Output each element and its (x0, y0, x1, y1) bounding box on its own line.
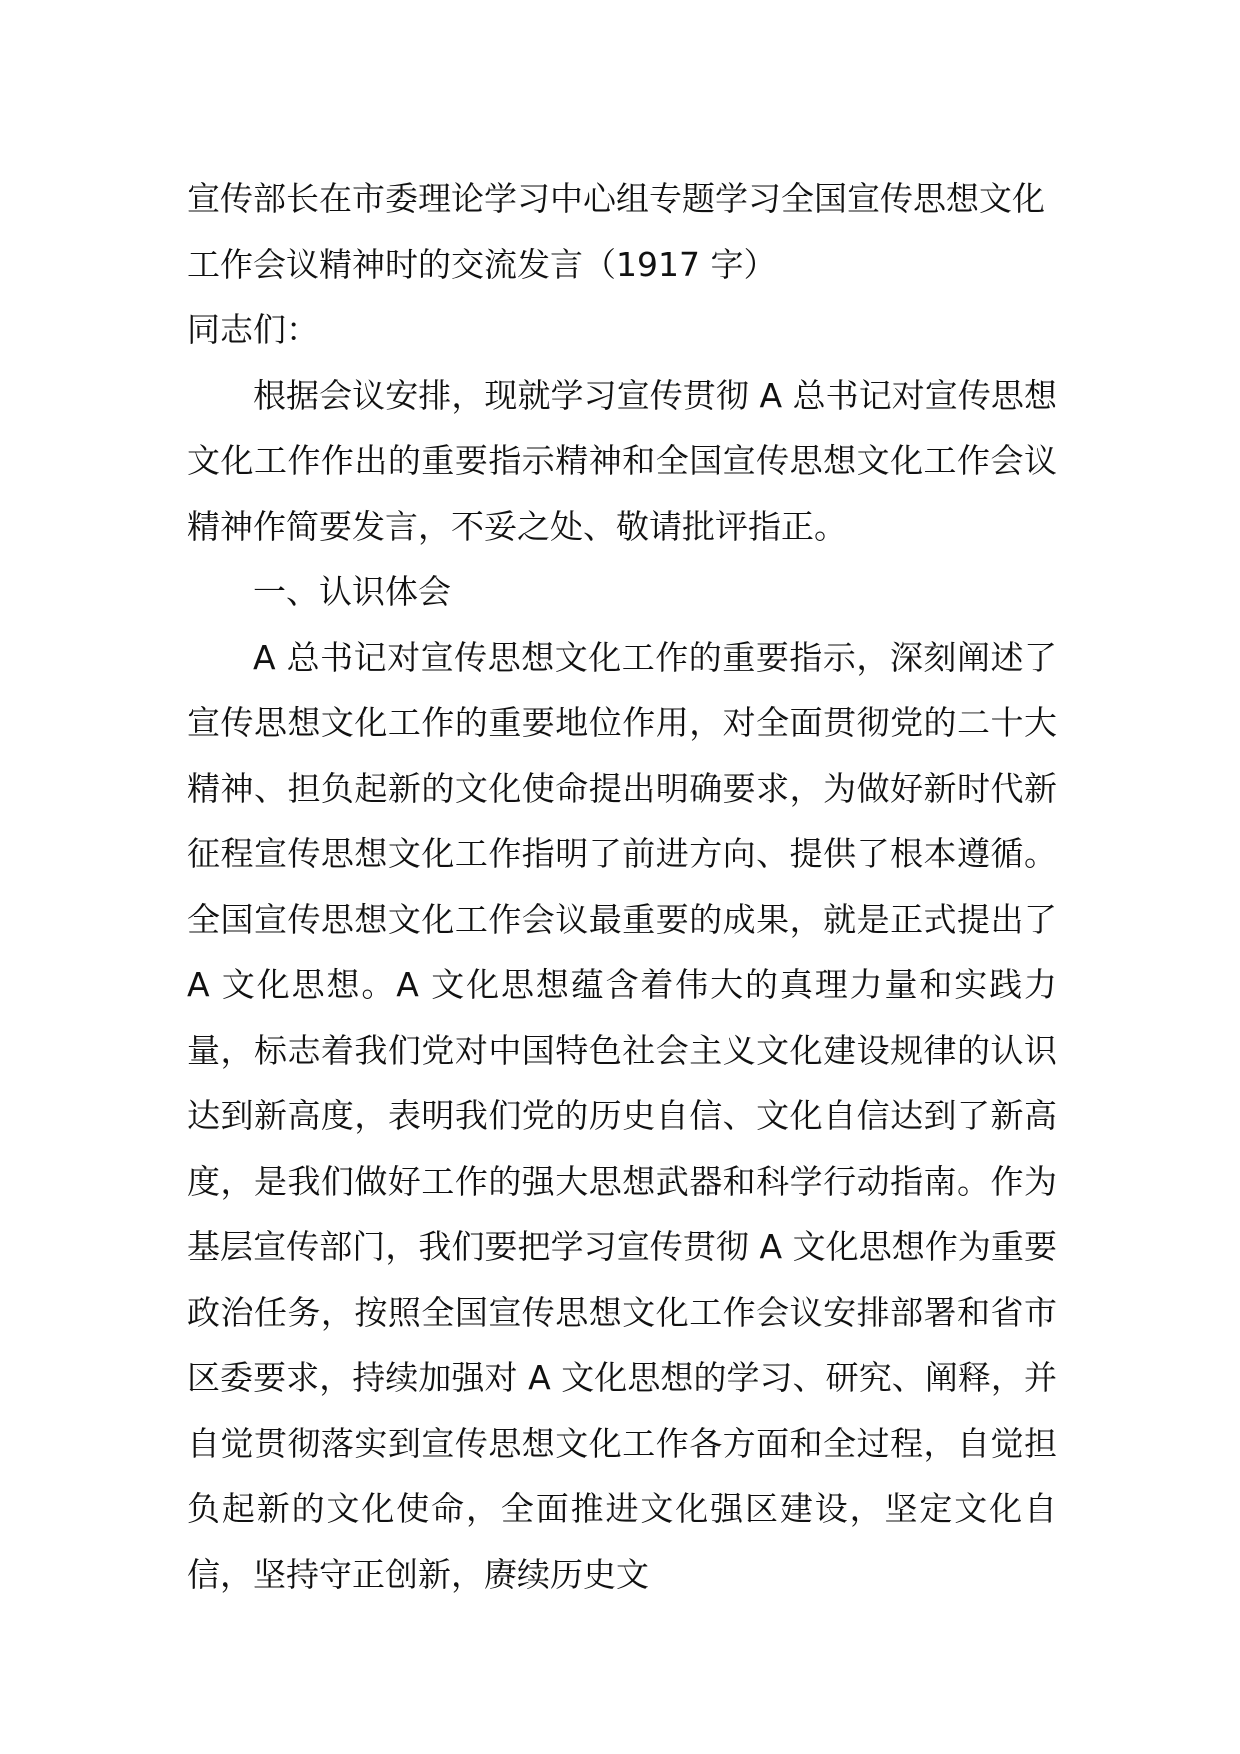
salutation: 同志们： (187, 310, 319, 349)
document-title: 宣传部长在市委理论学习中心组专题学习全国宣传思想文化工作会议精神时的交流发言（1917 字） (187, 179, 1045, 284)
section-heading: 一、认识体会 (253, 572, 451, 611)
intro-paragraph: 根据会议安排，现就学习宣传贯彻 A 总书记对宣传思想文化工作作出的重要指示精神和全国宣传思想文化工作会议精神作简要发言，不妥之处、敬请批评指正。 (187, 375, 1057, 546)
document-body (187, 166, 1057, 1607)
section-paragraph: A 总书记对宣传思想文化工作的重要指示，深刻阐述了宣传思想文化工作的重要地位作用，对全面贯彻党的二十大精神、担负起新的文化使命提出明确要求，为做好新时代新征程宣传思想文化工作指明了前进方向、提供了根本遵循。全国宣传思想文化工作会议最重要的成果，就是正式提出了 A 文化思想。A 文化思想蕴含着伟大的真理力量和实践力量，标志着我们党对中国特色社会主义文化建设规律的认识达到新高度，表明我们党的历史自信、文化自信达到了新高度，是我们做好工作的强大思想武器和科学行动指南。作为基层宣传部门，我们要把学习宣传贯彻 A 文化思想作为重要政治任务，按照全国宣传思想文化工作会议安排部署和省市区委要求，持续加强对 A 文化思想的学习、研究、阐释，并自觉贯彻落实到宣传思想文化工作各方面和全过程，自觉担负起新的文化使命，全面推进文化强区建设，坚定文化自信，坚持守正创新，赓续历史文 (187, 637, 1057, 1594)
